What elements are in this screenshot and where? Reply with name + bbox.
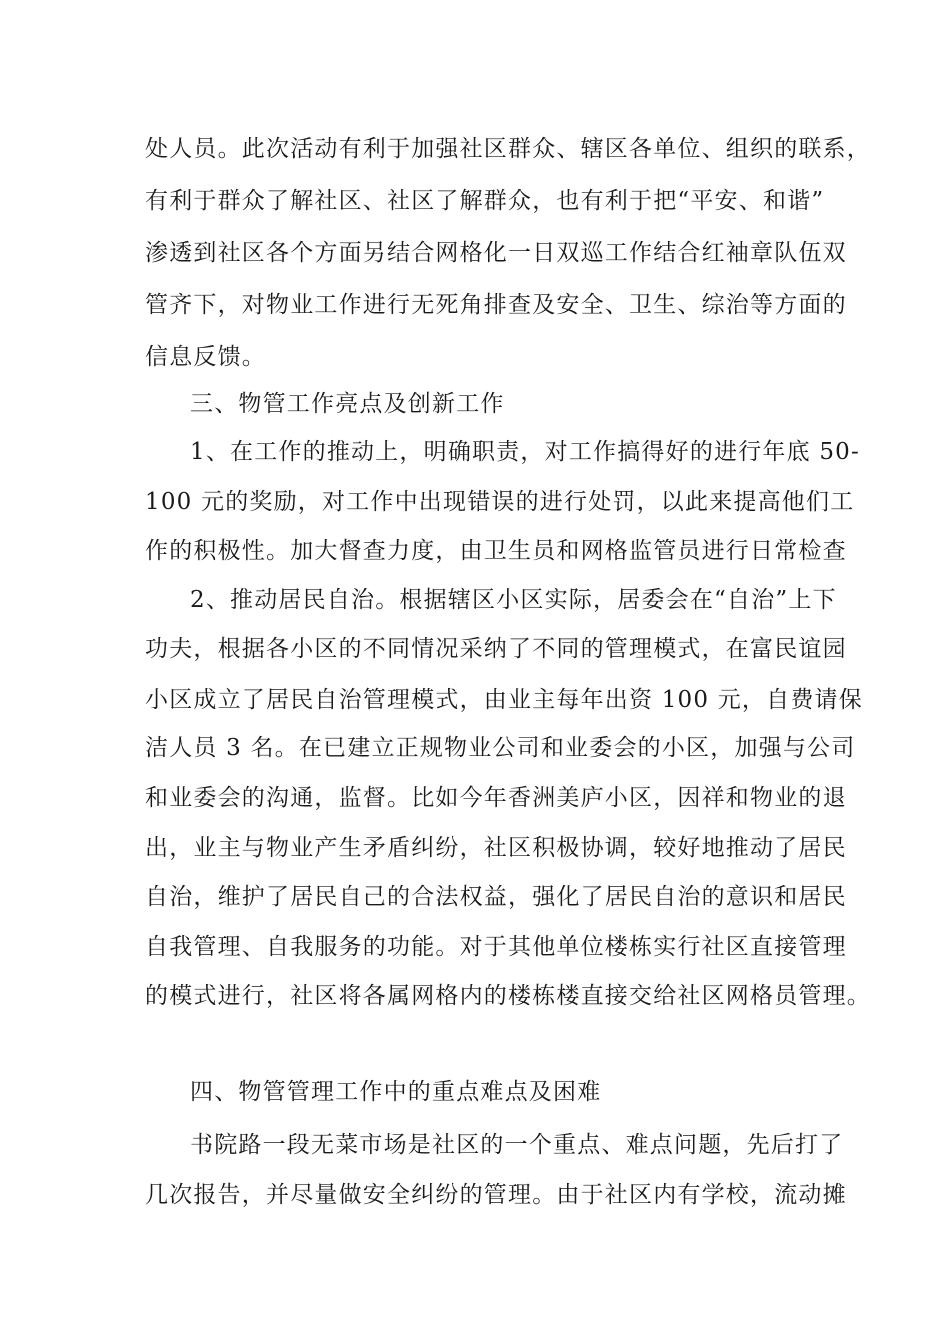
text-line: 有利于群众了解社区、社区了解群众，也有利于把“平安、和谐” <box>145 188 825 214</box>
section-heading: 四、物管管理工作中的重点难点及困难 <box>190 1079 602 1105</box>
text-line: 和业委会的沟通，监督。比如今年香洲美庐小区，因祥和物业的退 <box>145 785 847 811</box>
text-line: 作的积极性。加大督查力度，由卫生员和网格监管员进行日常检查 <box>145 538 847 564</box>
section-heading: 三、物管工作亮点及创新工作 <box>190 391 505 417</box>
text-line: 的模式进行，社区将各属网格内的楼栋楼直接交给社区网格员管理。 <box>145 983 871 1009</box>
text-line: 自治，维护了居民自己的合法权益，强化了居民自治的意识和居民 <box>145 884 847 910</box>
text-line: 处人员。此次活动有利于加强社区群众、辖区各单位、组织的联系， <box>145 136 871 162</box>
text-line: 1、在工作的推动上，明确职责，对工作搞得好的进行年底 50- <box>190 439 860 465</box>
text-line: 功夫，根据各小区的不同情况采纳了不同的管理模式，在富民谊园 <box>145 636 847 662</box>
text-line: 小区成立了居民自治管理模式，由业主每年出资 100 元，自费请保 <box>145 687 863 713</box>
text-line: 自我管理、自我服务的功能。对于其他单位楼栋实行社区直接管理 <box>145 934 847 960</box>
text-line: 管齐下，对物业工作进行无死角排查及安全、卫生、综治等方面的 <box>145 292 847 318</box>
text-line: 渗透到社区各个方面另结合网格化一日双巡工作结合红袖章队伍双 <box>145 240 847 266</box>
text-line: 2、推动居民自治。根据辖区小区实际，居委会在“自治”上下 <box>190 587 837 613</box>
text-line: 出，业主与物业产生矛盾纠纷，社区积极协调，较好地推动了居民 <box>145 835 847 861</box>
text-line: 信息反馈。 <box>145 344 266 370</box>
text-line: 几次报告，并尽量做安全纠纷的管理。由于社区内有学校，流动摊 <box>145 1182 847 1208</box>
text-line: 洁人员 3 名。在已建立正规物业公司和业委会的小区，加强与公司 <box>145 735 856 761</box>
text-line: 书院路一段无菜市场是社区的一个重点、难点问题，先后打了 <box>190 1132 844 1158</box>
text-line: 100 元的奖励，对工作中出现错误的进行处罚，以此来提高他们工 <box>145 489 855 515</box>
